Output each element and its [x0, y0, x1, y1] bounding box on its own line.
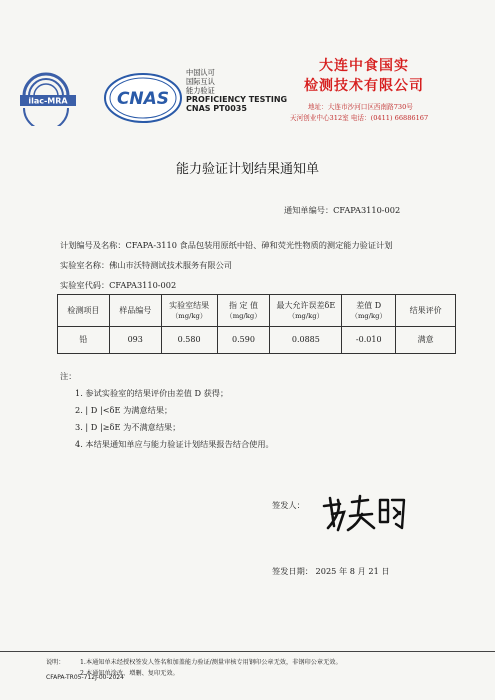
table-header-cell: 差值 D （mg/kg） — [342, 295, 396, 327]
notice-number: 通知单编号：CFAPA3110-002 — [284, 205, 401, 215]
proficiency-cert-block — [186, 68, 287, 113]
table-header-cell: 最大允许误差δE （mg/kg） — [270, 295, 342, 327]
address-line-2: 天河创业中心312室 电话：(0411) 66886167 — [290, 114, 429, 122]
cert-line-3: 能力验证 — [186, 86, 215, 95]
notes-heading: 注： — [60, 371, 77, 381]
table-header-cell: 指 定 值 （mg/kg） — [217, 295, 270, 327]
max-error-cell: 0.0885 — [270, 327, 342, 354]
cnas-logo — [105, 74, 181, 122]
cert-en-2: CNAS PT0035 — [186, 104, 247, 113]
note-item: 4. 本结果通知单应与能力验证计划结果报告结合使用。 — [75, 439, 274, 449]
company-name-line-1: 大连中食国实 — [319, 58, 409, 74]
evaluation-cell: 满意 — [396, 327, 456, 354]
lab-name: 实验室名称：佛山市沃特测试技术服务有限公司 — [60, 260, 232, 270]
lab-result-cell: 0.580 — [161, 327, 217, 354]
test-item-cell: 铅 — [58, 327, 110, 354]
cert-line-2: 国际互认 — [186, 77, 215, 86]
assigned-value-cell: 0.590 — [217, 327, 270, 354]
address-line-1: 地址：大连市沙河口区西南路730号 — [308, 103, 413, 111]
form-code: CFAPA-TR05-712J-00-2024 — [46, 674, 124, 681]
table-row — [58, 327, 456, 354]
results-table — [57, 294, 456, 354]
notes-section — [60, 368, 274, 453]
table-header-cell: 样品编号 — [109, 295, 161, 327]
accreditation-logos — [18, 66, 183, 126]
difference-cell: -0.010 — [342, 327, 396, 354]
company-name — [304, 56, 424, 96]
footer-line-1: 1.本通知单未经授权签发人签名和加盖能力验证/测量审核专用钢印公章无效，非钢印公章无效。 — [80, 659, 342, 666]
footer-label: 说明： — [46, 659, 65, 666]
note-item: 3. | D |≥δE 为不满意结果； — [75, 422, 181, 432]
note-item: 2. | D |<δE 为满意结果； — [75, 405, 173, 415]
ilac-mra-logo — [20, 74, 76, 126]
svg-text:ilac-MRA: ilac-MRA — [28, 96, 68, 106]
signer-label: 签发人： — [272, 500, 305, 510]
svg-text:CNAS: CNAS — [116, 89, 170, 109]
plan-name: 计划编号及名称：CFAPA-3110 食品包装用原纸中铅、砷和荧光性物质的测定能力验证计划 — [60, 240, 393, 250]
table-header-cell: 结果评价 — [396, 295, 456, 327]
sample-no-cell: 093 — [109, 327, 161, 354]
cert-line-1: 中国认可 — [186, 68, 215, 77]
handwritten-signature — [318, 492, 408, 534]
cert-en-1: PROFICIENCY TESTING — [186, 95, 288, 104]
company-address — [290, 102, 480, 124]
lab-code: 实验室代码：CFAPA3110-002 — [60, 280, 177, 290]
table-header-cell: 检测项目 — [58, 295, 110, 327]
document-title: 能力验证计划结果通知单 — [175, 162, 319, 177]
table-header-row — [58, 295, 456, 327]
company-name-line-2: 检测技术有限公司 — [304, 78, 424, 94]
note-item: 1. 参试实验室的结果评价由差值 D 获得； — [75, 388, 229, 398]
table-header-cell: 实验室结果 （mg/kg） — [161, 295, 217, 327]
footer-line-2: 2.本通知单涂改、增删、复印无效。 — [80, 670, 179, 677]
sign-date: 签发日期： 2025 年 8 月 21 日 — [272, 566, 390, 576]
